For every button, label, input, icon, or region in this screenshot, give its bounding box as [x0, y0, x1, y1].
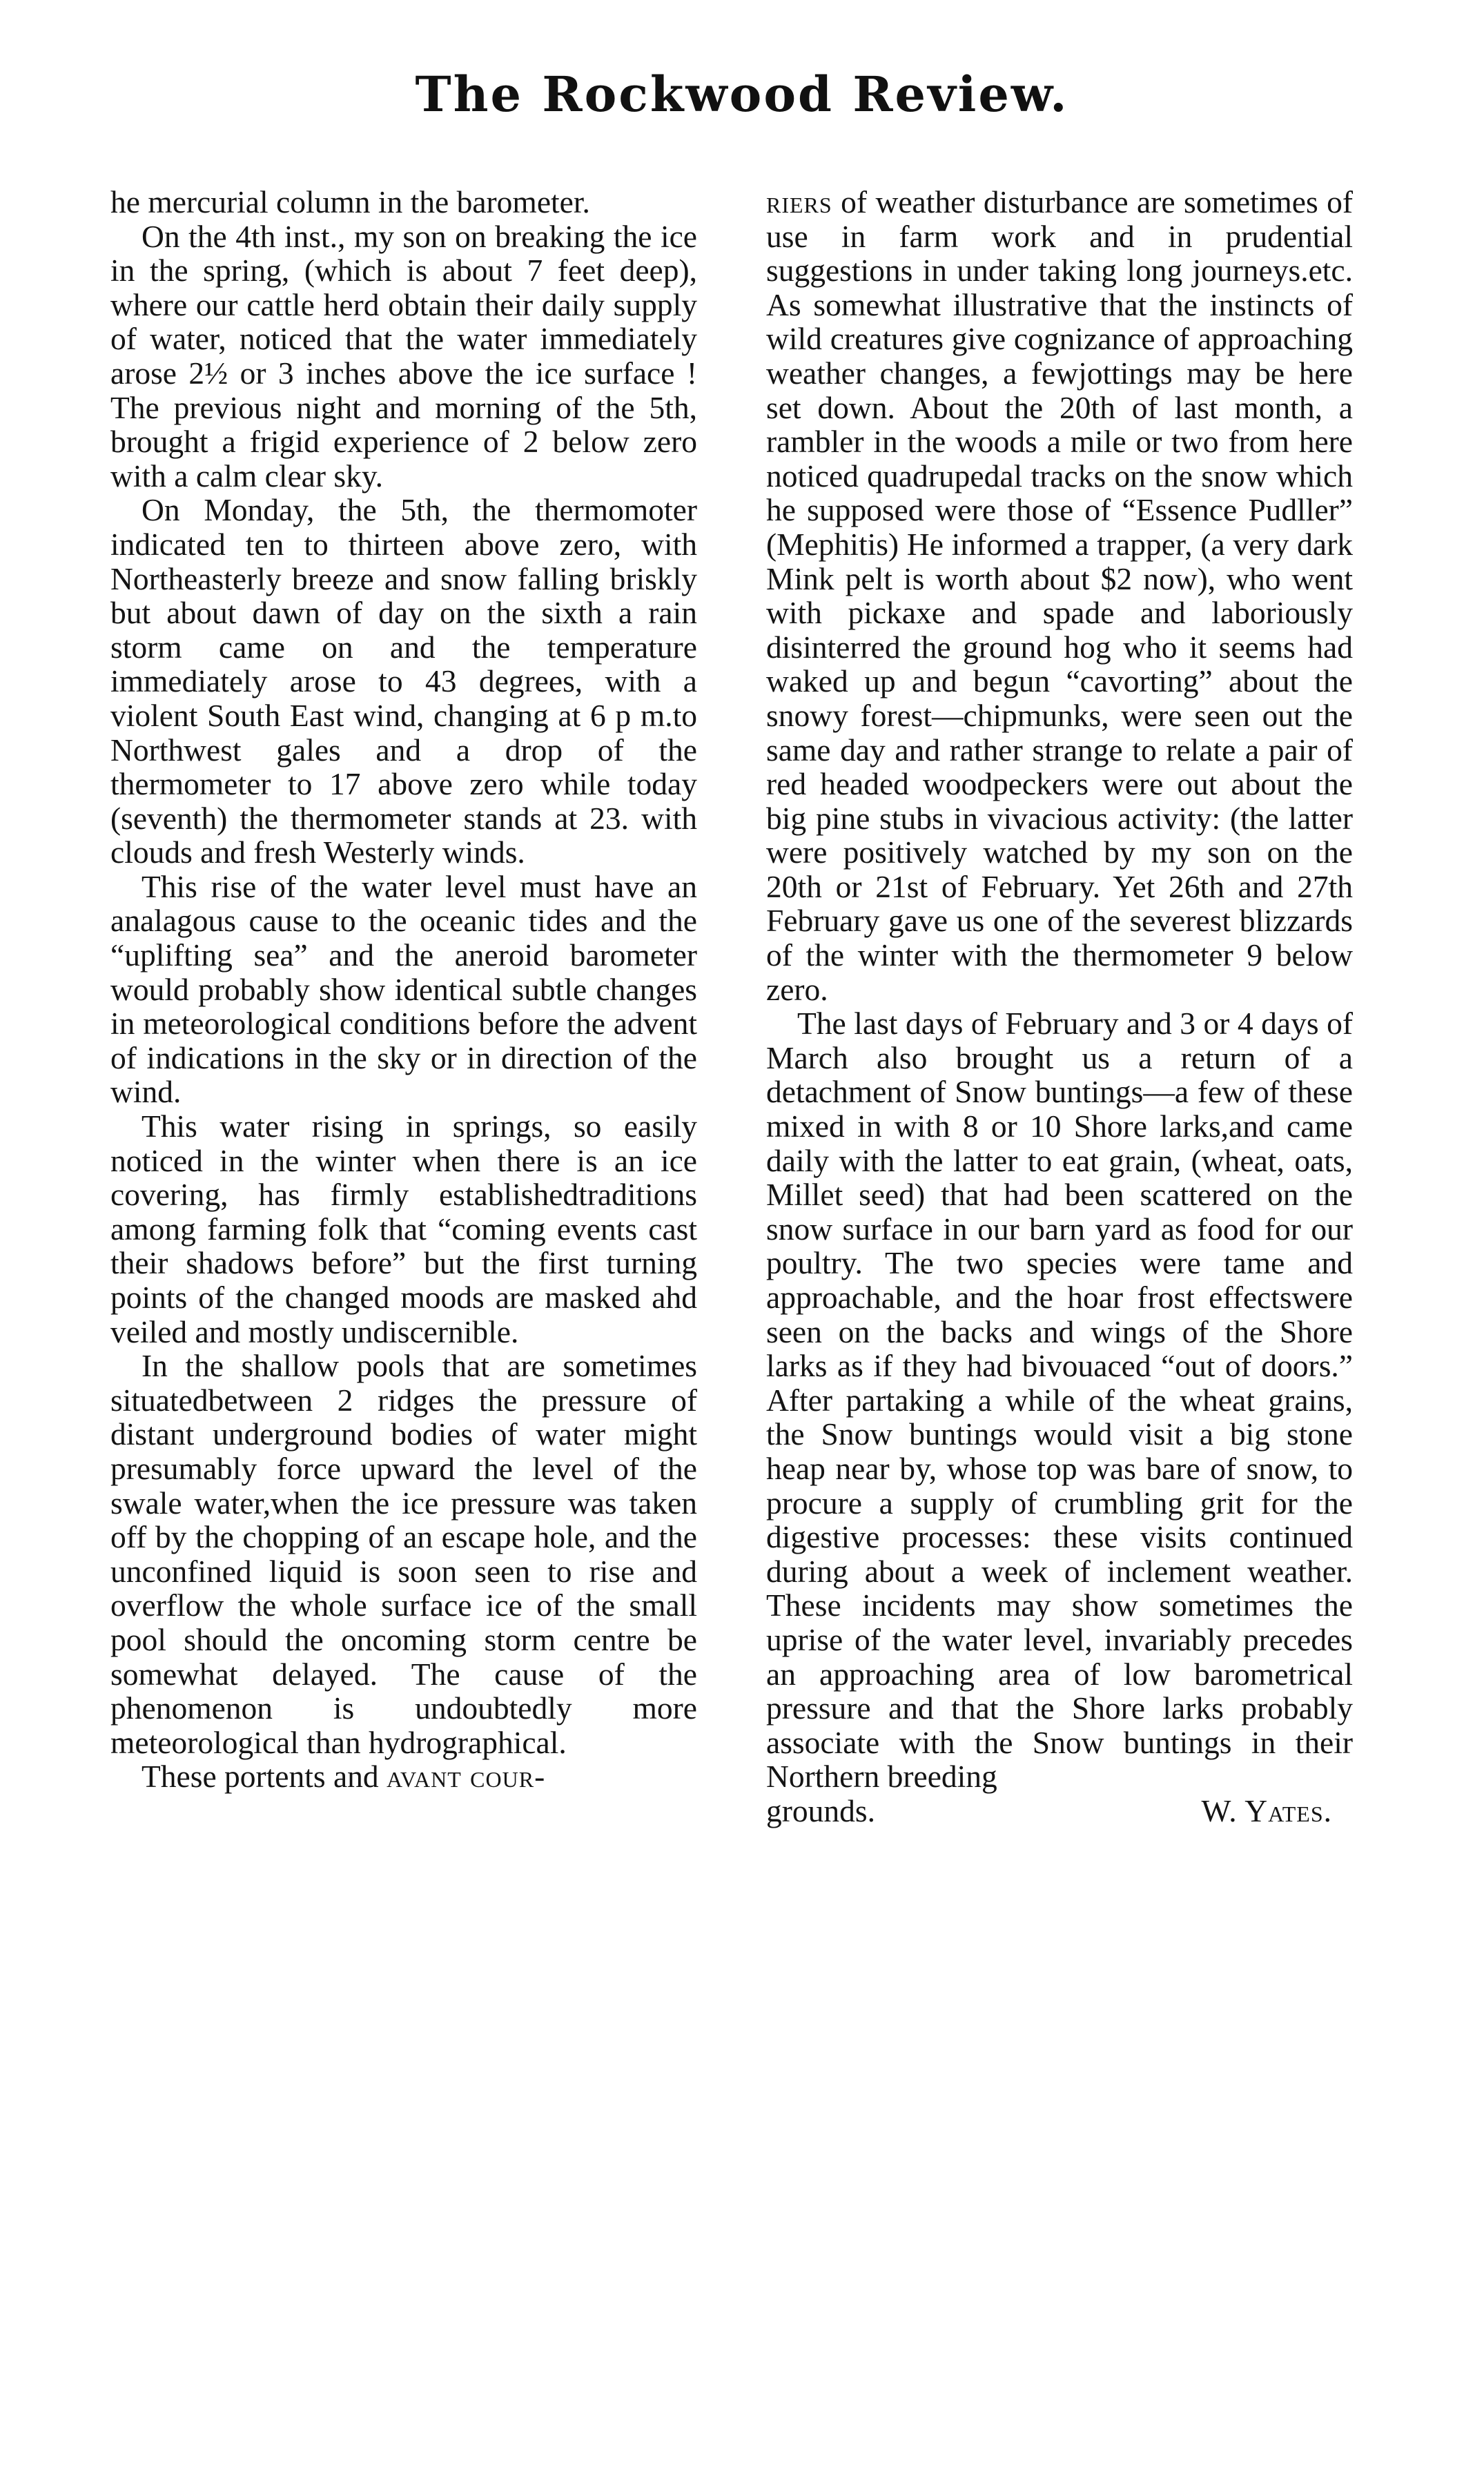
- left-paragraph-6: In the shallow pools that are sometimes situatedbetween 2 ridges the pressure of distant underground bodies of water might presumably force upward the level of the swale water,when the ice pressure was taken off by the chopping of an escape hole, and the unconfined liquid is soon seen to rise and overflow the whole surface ice of the small pool should the oncoming storm centre be somewhat delayed. The cause of the phenomenon is undoubtedly more meteorological than hydrographical.: [110, 1348, 697, 1760]
- author-signature: W. Yates.: [1201, 1792, 1332, 1828]
- left-paragraph-4: This rise of the water level must have an analagous cause to the oceanic tides and the “uplifting sea” and the aneroid barometer would probably show identical subtle changes in meteorological conditions before the advent of indications in the sky or in direction of the wind.: [110, 868, 697, 1110]
- right-paragraph-1-text: of weather disturbance are sometimes of use in farm work and in prudential suggestions in under taking long journeys.etc. As somewhat illustrative that the instincts of wild creatures give cognizance of approaching weather changes, a fewjottings may be here set down. About the 20th of last month, a rambler in the woods a mile or two from here noticed quadrupedal tracks on the snow which he supposed were those of “Essence Pudller” (Mephitis) He informed a trapper, (a very dark Mink pelt is worth about $2 now), who went with pickaxe and spade and laboriously disinterred the ground hog who it seems had waked up and begun “cavorting” about the snowy forest—chipmunks, were seen out the same day and rather strange to relate a pair of red headed woodpeckers were out about the big pine stubs in vivacious activity: (the latter were positively watched by my son on the 20th or 21st of February. Yet 26th and 27th February gave us one of the severest blizzards of the winter with the thermometer 9 below zero.: [766, 184, 1353, 1007]
- left-paragraph-7-smallcaps: avant cour-: [387, 1759, 546, 1795]
- right-paragraph-1-smallcaps: riers: [766, 184, 832, 219]
- left-paragraph-1: he mercurial column in the barometer.: [110, 184, 590, 219]
- left-paragraph-2: On the 4th inst., my son on breaking the ice in the spring, (which is about 7 feet deep), where our cattle herd obtain their daily supply of water, noticed that the water immediately arose 2½ or 3 inches above the ice surface ! The previous night and morning of the 5th, brought a frigid experience of 2 below zero with a calm clear sky.: [110, 218, 697, 494]
- left-paragraph-3: On Monday, the 5th, the thermomoter indicated ten to thirteen above zero, with Northeasterly breeze and snow falling briskly but about dawn of day on the sixth a rain storm came on and the temperature immediately arose to 43 degrees, with a violent South East wind, changing at 6 p m.to Northwest gales and a drop of the thermometer to 17 above zero while today (seventh) the thermometer stands at 23. with clouds and fresh Westerly winds.: [110, 492, 697, 870]
- right-paragraph-1: [766, 185, 1353, 1006]
- masthead-title: The Rockwood Review.: [415, 66, 1069, 123]
- right-paragraph-2: The last days of February and 3 or 4 days of March also brought us a return of a detachment of Snow buntings—a few of these mixed in with 8 or 10 Shore larks,and came daily with the latter to eat grain, (wheat, oats, Millet seed) that had been scattered on the snow surface in our barn yard as food for our poultry. The two species were tame and approachable, and the hoar frost effectswere seen on the backs and wings of the Shore larks as if they had bivouaced “out of doors.” After partaking a while of the wheat grains, the Snow buntings would visit a big stone heap near by, whose top was bare of snow, to procure a supply of crumbling grit for the digestive processes: these visits continued during about a week of inclement weather. These incidents may show sometimes the uprise of the water level, invariably precedes an approaching area of low barometrical pressure and that the Shore larks probably associate with the Snow buntings in their Northern breeding: [766, 1006, 1353, 1795]
- left-column: [110, 185, 697, 1794]
- right-column: [766, 185, 1353, 1828]
- left-paragraph-7-text: These portents and: [141, 1759, 387, 1795]
- left-paragraph-5: This water rising in springs, so easily noticed in the winter when there is an ice covering, has firmly establishedtraditions among farming folk that “coming events cast their shadows before” but the first turning points of the changed moods are masked ahd veiled and mostly undiscernible.: [110, 1108, 697, 1349]
- closing-line: [766, 1794, 1353, 1828]
- closing-word: grounds.: [766, 1792, 875, 1828]
- left-paragraph-7: [110, 1759, 697, 1794]
